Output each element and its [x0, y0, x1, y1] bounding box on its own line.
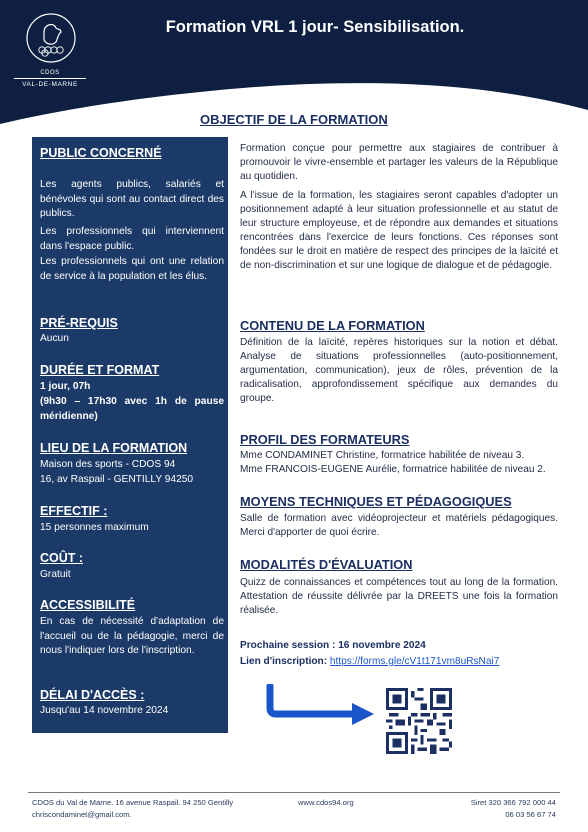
registration-label: Lien d'inscription: — [240, 656, 328, 667]
logo-org: CDOS — [40, 70, 60, 76]
profil-line-1: Mme CONDAMINET Christine, formatrice habilitée de niveau 3. — [240, 450, 525, 461]
cout-heading: COÛT : — [40, 551, 84, 565]
public-text-2: Les professionnels qui interviennent dans l'espace public. — [40, 226, 224, 252]
cout-text: Gratuit — [40, 569, 71, 580]
arrow-right-icon — [262, 684, 380, 728]
effectif-heading: EFFECTIF : — [40, 504, 108, 518]
delai-text: Jusqu'au 14 novembre 2024 — [40, 705, 169, 716]
prereq-heading: PRÉ-REQUIS — [40, 316, 118, 330]
contenu-heading: CONTENU DE LA FORMATION — [240, 318, 425, 333]
footer-siret: Siret 320 366 792 000 44 — [470, 798, 556, 807]
duree-heading: DURÉE ET FORMAT — [40, 363, 160, 377]
lieu-heading: LIEU DE LA FORMATION — [40, 441, 188, 455]
duree-line-1: 1 jour, 07h — [40, 381, 91, 392]
moyens-heading: MOYENS TECHNIQUES ET PÉDAGOGIQUES — [240, 494, 512, 509]
session-label: Prochaine session : — [240, 640, 336, 651]
logo-region: VAL-DE-MARNE — [14, 78, 86, 88]
delai-heading: DÉLAI D'ACCÈS : — [40, 688, 145, 702]
objective-text-2: A l'issue de la formation, les stagiaires seront capables d'adopter un positionnement adapté à leur situation professionnelle et au statut de leur structure employeuse, et de répondre aux demandes et situations rencontrées dans l'exercice de leurs fonctions. Ces réponses sont fondées sur le droit en matière de respect des principes de la laïcité et de non-discrimination et sur une logique de dialogue et de pédagogie. — [240, 190, 558, 272]
effectif-text: 15 personnes maximum — [40, 522, 149, 533]
registration-link[interactable]: https://forms.gle/cV1t171vm8uRsNai7 — [329, 656, 500, 667]
accessibilite-heading: ACCESSIBILITÉ — [40, 598, 136, 612]
footer-email[interactable]: chriscondaminet@gmail.com. — [32, 810, 132, 819]
duree-line-2: (9h30 – 17h30 avec 1h de pause méridienne) — [40, 396, 224, 422]
next-session — [240, 640, 426, 651]
evaluation-heading: MODALITÉS D'ÉVALUATION — [240, 557, 413, 572]
public-text-3: Les professionnels qui ont une relation de service à la population et les élus. — [40, 256, 224, 282]
footer-website[interactable]: www.cdos94.org — [298, 798, 354, 807]
page-title: Formation VRL 1 jour- Sensibilisation. — [165, 18, 465, 36]
footer-divider — [28, 792, 560, 793]
session-date: 16 novembre 2024 — [338, 640, 426, 651]
profil-heading: PROFIL DES FORMATEURS — [240, 432, 410, 447]
moyens-text: Salle de formation avec vidéoprojecteur et matériels pédagogiques. Merci d'apporter de quoi écrire. — [240, 513, 558, 539]
olympic-rooster-logo — [14, 8, 88, 88]
lieu-line-1: Maison des sports - CDOS 94 — [40, 459, 176, 470]
accessibilite-text: En cas de nécessité d'adaptation de l'accueil ou de la pédagogie, merci de nous l'indiquer lors de l'inscription. — [40, 616, 224, 657]
objective-text-1: Formation conçue pour permettre aux stagiaires de contribuer à promouvoir le vivre-ensemble et partager les valeurs de la République au quotidien. — [240, 143, 558, 183]
prereq-text: Aucun — [40, 333, 69, 344]
public-heading: PUBLIC CONCERNÉ — [40, 146, 162, 160]
profil-line-2: Mme FRANCOIS-EUGENE Aurélie, formatrice habilitée de niveau 2. — [240, 464, 546, 475]
registration-line — [240, 656, 499, 667]
footer-phone: 06 03 56 67 74 — [505, 810, 556, 819]
contenu-text: Définition de la laïcité, repères historiques sur la notion et débat. Analyse de situations professionnelles (auto-positionnement, argumentation, communication), jeux de rôles, prévention de la radicalisation, approfondissement spécifique aux demandes du groupe. — [240, 337, 558, 405]
footer-address: CDOS du Val de Marne. 16 avenue Raspail. 94 250 Gentilly — [32, 798, 234, 807]
public-text-1: Les agents publics, salariés et bénévoles qui sont au contact direct des publics. — [40, 179, 224, 220]
qr-code[interactable] — [386, 688, 452, 754]
lieu-line-2: 16, av Raspail - GENTILLY 94250 — [40, 474, 194, 485]
objective-heading: OBJECTIF DE LA FORMATION — [200, 112, 388, 127]
evaluation-text: Quizz de connaissances et compétences tout au long de la formation. Attestation de réussite délivrée par la DREETS une fois la formation réalisée. — [240, 577, 558, 617]
